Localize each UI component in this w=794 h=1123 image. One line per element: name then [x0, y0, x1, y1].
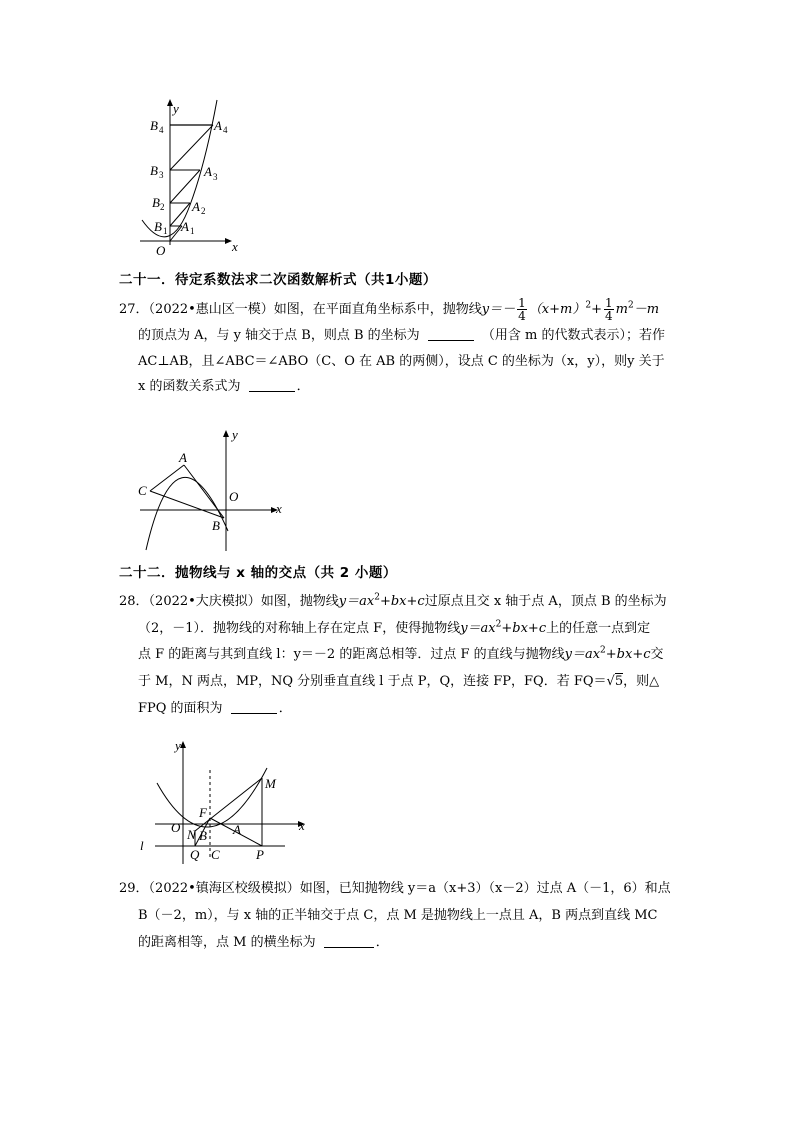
q28-line-3: 点 F 的距离与其到直线 l：y＝－2 的距离总相等．过点 F 的直线与抛物线$y=ax^2+bx+c$交: [138, 645, 664, 662]
label-y: y: [173, 101, 179, 116]
section-22-heading: 二十二．抛物线与 x 轴的交点（共 2 小题）: [119, 565, 397, 581]
label-a2-sub: 2: [201, 206, 206, 216]
q29-answer-blank[interactable]: [324, 933, 374, 948]
figure-q28: [135, 738, 315, 868]
figure-parabola-ladder: [120, 95, 280, 260]
y-axis-arrow: [180, 741, 186, 748]
q28-line-1: 28．（2022•大庆模拟）如图，抛物线$y=ax^2+bx+c$过原点且交 x 轴于点 A，顶点 B 的坐标为: [119, 592, 667, 609]
q27-exp-1: 2: [585, 300, 592, 311]
label-a4: A: [214, 118, 222, 133]
q27-line-2: 的顶点为 A，与 y 轴交于点 B，则点 B 的坐标为 （用含 m 的代数式表示）；若作: [138, 328, 666, 343]
q27-plus: +: [591, 302, 602, 317]
q28-answer-blank[interactable]: [231, 699, 277, 714]
label-b1: B: [154, 219, 162, 234]
label-b: B: [212, 518, 220, 533]
segment-c-b: [150, 491, 224, 518]
label-b4-sub: 4: [159, 125, 164, 135]
label-p: P: [256, 847, 264, 862]
q27-text-1: 27．（2022•惠山区一模）如图，在平面直角坐标系中，抛物线: [119, 302, 482, 317]
label-a2: A: [192, 199, 200, 214]
q27-line-4: x 的函数关系式为 ．: [138, 379, 310, 394]
label-a4-sub: 4: [223, 125, 228, 135]
sqrt-radicand: 5: [614, 674, 624, 689]
label-b2: B: [152, 195, 160, 210]
q29-line-1: 29．（2022•镇海区校级模拟）如图，已知抛物线 y＝a（x+3）（x－2）过点 A（－1，6）和点: [119, 881, 671, 896]
label-a: A: [179, 450, 187, 465]
q27-line-3: AC⊥AB，且∠ABC＝∠ABO（C、O 在 AB 的两侧），设点 C 的坐标为（x，y），则y 关于: [138, 354, 665, 369]
q28-line-5: FPQ 的面积为 ．: [138, 701, 292, 716]
q27-answer-blank-1[interactable]: [428, 326, 474, 341]
label-n: N: [187, 827, 196, 842]
label-o: O: [171, 820, 181, 835]
label-x: x: [299, 818, 305, 833]
sqrt-symbol: √: [606, 674, 615, 689]
label-o: O: [229, 489, 239, 504]
figure-q27: [132, 425, 292, 555]
label-c: C: [138, 483, 147, 498]
label-b3: B: [150, 163, 158, 178]
label-f: F: [199, 805, 207, 820]
q27-math-3: m: [615, 302, 628, 317]
q27-answer-blank-2[interactable]: [249, 377, 295, 392]
label-b3-sub: 3: [159, 170, 164, 180]
q27-frac-2: $\frac{1}{4}$: [605, 296, 613, 323]
label-b4: B: [150, 118, 158, 133]
q29-line-2: B（－2，m），与 x 轴的正半轴交于点 C，点 M 是抛物线上一点且 A，B 两点到直线 MC: [138, 908, 658, 923]
q27-math-2: （x+m）: [528, 302, 586, 317]
label-a1-sub: 1: [190, 226, 195, 236]
label-a3: A: [204, 164, 212, 179]
label-q: Q: [190, 847, 200, 862]
parabola-curve: [146, 477, 228, 550]
label-b2-sub: 2: [160, 202, 165, 212]
label-a1: A: [181, 219, 189, 234]
section-21-heading: 二十一．待定系数法求二次函数解析式（共1小题）: [119, 272, 437, 288]
segment-c-a: [150, 465, 184, 491]
q27-line-1: [119, 297, 659, 322]
label-o: O: [156, 243, 166, 258]
q27-frac-1: $\frac{1}{4}$: [518, 296, 526, 323]
label-x: x: [232, 239, 238, 254]
q27-math-4: －m: [633, 302, 660, 317]
label-y: y: [175, 738, 181, 753]
x-axis-arrow: [225, 238, 232, 244]
q29-line-3: 的距离相等，点 M 的横坐标为 ．: [138, 935, 389, 950]
label-l: l: [140, 838, 144, 853]
label-y: y: [232, 427, 238, 442]
q27-math-1: y＝－: [481, 302, 516, 317]
q28-line-4: 于 M，N 两点，MP，NQ 分别垂直直线 l 于点 P，Q，连接 FP，FQ．若 FQ＝√5，则△: [138, 674, 660, 689]
q28-line-2: （2，－1）．抛物线的对称轴上存在定点 F，使得抛物线$y=ax^2+bx+c$上的任意一点到定: [138, 619, 651, 636]
label-a: A: [233, 822, 241, 837]
label-x: x: [276, 501, 282, 516]
label-c: C: [211, 847, 220, 862]
label-a3-sub: 3: [213, 172, 218, 182]
q27-exp-2: 2: [627, 300, 634, 311]
label-b1-sub: 1: [163, 226, 168, 236]
label-m: M: [265, 776, 276, 791]
y-axis-arrow: [223, 430, 229, 437]
label-b: B: [199, 828, 207, 843]
